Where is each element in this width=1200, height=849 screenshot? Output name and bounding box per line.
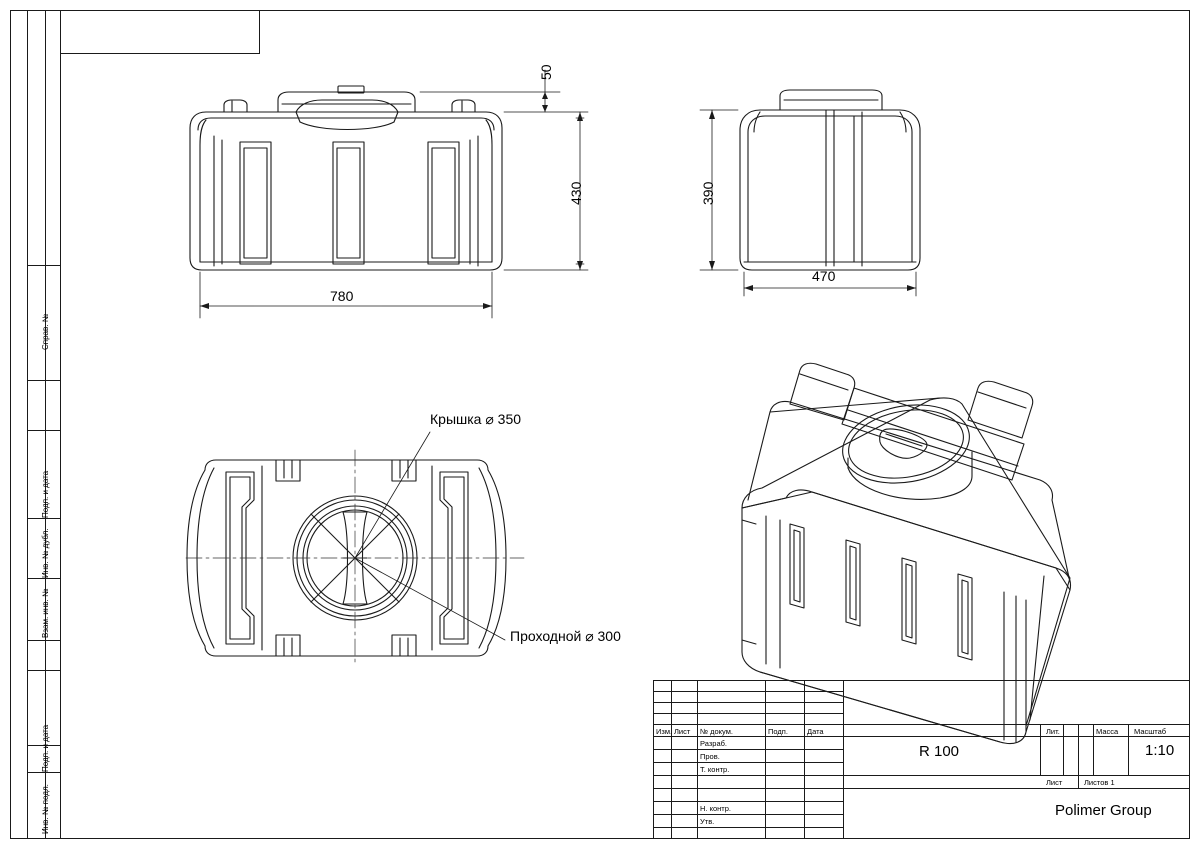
dim-front-height: 430 — [568, 181, 584, 205]
tb-v9 — [1093, 724, 1094, 775]
tb-sheet-label: Лист — [1046, 778, 1063, 787]
dim-front-width: 780 — [330, 288, 354, 304]
tb-row-tkontr: Т. контр. — [700, 765, 730, 774]
tb-col-list: Лист — [674, 727, 691, 736]
margin-label-podp-data-1: Подп. и дата — [41, 470, 50, 518]
tb-line-h10 — [653, 801, 843, 802]
tb-part-number: R 100 — [919, 743, 960, 760]
margin-label-podp-data-2: Подп. и дата — [41, 724, 50, 772]
tb-col-podp: Подп. — [768, 727, 788, 736]
tb-line-h3 — [653, 713, 843, 714]
tb-line-h9 — [653, 788, 843, 789]
dim-lid-height: 50 — [538, 64, 554, 80]
tb-v7 — [1063, 724, 1064, 775]
tb-v4 — [804, 680, 805, 838]
isometric-view-geometry — [742, 363, 1070, 743]
tb-scale-value: 1:10 — [1145, 742, 1175, 759]
tb-col-data: Дата — [807, 727, 824, 736]
margin-label-sprav: Справ. № — [41, 313, 50, 350]
tb-scale-label: Масштаб — [1134, 727, 1167, 736]
margin-label-inv-dubl: Инв. № дубл. — [41, 528, 50, 578]
dim-side-width: 470 — [812, 268, 836, 284]
dim-side-height: 390 — [700, 181, 716, 205]
tb-line-h11 — [653, 814, 843, 815]
tb-line-h1 — [653, 691, 843, 692]
tb-company: Polimer Group — [1055, 802, 1152, 819]
front-view-geometry — [190, 86, 502, 270]
tb-line-h6 — [653, 749, 843, 750]
tb-lit-label: Лит. — [1046, 727, 1060, 736]
tb-line-h2 — [653, 702, 843, 703]
margin-label-inv-podl: Инв. № подл. — [41, 784, 50, 834]
tb-line-h4 — [653, 724, 1189, 725]
top-view-centerlines — [186, 450, 524, 662]
tb-v1 — [671, 680, 672, 838]
tb-v0 — [653, 680, 654, 838]
tb-line-h12 — [653, 827, 843, 828]
tb-sheets-label: Листов 1 — [1084, 778, 1115, 787]
tb-line-h8 — [653, 775, 1189, 776]
tb-v3 — [765, 680, 766, 838]
tb-row-razrab: Разраб. — [700, 739, 728, 748]
tb-line-h13 — [843, 788, 1189, 789]
tb-col-docnum: № докум. — [700, 727, 733, 736]
side-view-dimensions — [700, 110, 916, 296]
tb-mass-label: Масса — [1096, 727, 1119, 736]
margin-label-vzam-inv: Взам. инв. № — [41, 588, 50, 638]
tb-v8 — [1078, 724, 1079, 775]
side-view-geometry — [740, 90, 920, 270]
tb-row-nkontr: Н. контр. — [700, 804, 731, 813]
tb-v10 — [1128, 724, 1129, 775]
tb-v6 — [1040, 724, 1041, 775]
tb-line-h0 — [653, 680, 1189, 681]
tb-row-utv: Утв. — [700, 817, 715, 826]
annotation-passage: Проходной ⌀ 300 — [510, 628, 621, 644]
tb-line-h7 — [653, 762, 843, 763]
tb-v11 — [1078, 775, 1079, 788]
tb-row-prov: Пров. — [700, 752, 720, 761]
tb-col-izm: Изм. — [656, 727, 673, 736]
tb-v2 — [697, 680, 698, 838]
annotation-lid: Крышка ⌀ 350 — [430, 411, 522, 427]
tb-line-h5 — [653, 736, 1189, 737]
tb-v5 — [843, 680, 844, 838]
